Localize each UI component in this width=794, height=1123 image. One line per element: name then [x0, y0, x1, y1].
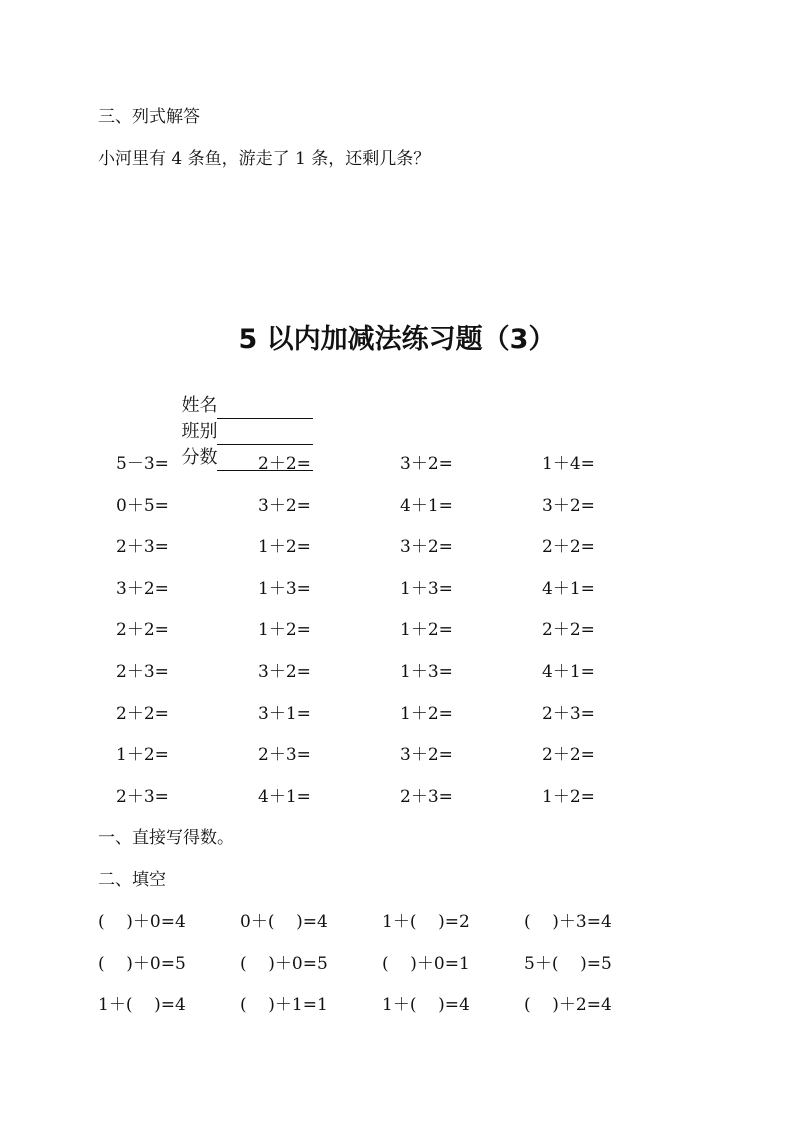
arithmetic-problem: 2＋3= [116, 786, 169, 807]
class-field [181, 419, 313, 445]
arithmetic-problem: 3＋1= [258, 703, 311, 724]
arithmetic-problem: 1＋4= [542, 454, 595, 474]
name-blank[interactable] [217, 398, 313, 419]
arithmetic-problem: 1＋3= [258, 578, 311, 599]
arithmetic-problem: 1＋2= [258, 537, 311, 558]
arithmetic-problem: 1＋2= [542, 786, 595, 807]
fill-blank-problem: ( )＋3=4 [524, 912, 612, 932]
word-problem-text: 小河里有 4 条鱼，游走了 1 条，还剩几条？ [98, 149, 431, 169]
arithmetic-problem: 3＋2= [258, 661, 311, 682]
arithmetic-problem: 2＋2= [542, 745, 595, 766]
arithmetic-problem: 3＋2= [116, 578, 169, 599]
arithmetic-problem: 2＋2= [542, 537, 595, 558]
arithmetic-problem: 1＋2= [116, 745, 169, 766]
arithmetic-problem: 1＋2= [400, 703, 453, 724]
name-label: 姓名 [181, 395, 218, 416]
arithmetic-problem: 4＋1= [542, 578, 595, 599]
section3-heading: 三、列式解答 [98, 107, 200, 127]
arithmetic-problem: 2＋2= [258, 454, 311, 474]
arithmetic-problem: 1＋3= [400, 578, 453, 599]
fill-blank-problem: 5＋( )=5 [524, 953, 612, 974]
arithmetic-problem: 2＋3= [400, 786, 453, 807]
fill-blank-problem: 1＋( )=2 [382, 912, 470, 932]
arithmetic-problem: 3＋2= [542, 495, 595, 516]
section2-heading: 二、填空 [98, 870, 166, 890]
arithmetic-problem: 4＋1= [542, 661, 595, 682]
arithmetic-problem: 3＋2= [258, 495, 311, 516]
score-label: 分数 [181, 447, 218, 468]
fill-blank-problem: ( )＋0=5 [240, 953, 328, 974]
class-label: 班别 [181, 421, 218, 442]
arithmetic-problem: 2＋2= [116, 620, 169, 641]
fill-blank-problem: ( )＋2=4 [524, 995, 612, 1016]
arithmetic-problem: 3＋2= [400, 537, 453, 558]
arithmetic-problem: 3＋2= [400, 454, 453, 474]
arithmetic-problem: 4＋1= [258, 786, 311, 807]
arithmetic-problem: 2＋3= [116, 661, 169, 682]
arithmetic-problem: 2＋3= [116, 537, 169, 558]
arithmetic-problem: 2＋2= [542, 620, 595, 641]
arithmetic-problem: 2＋3= [258, 745, 311, 766]
fill-blank-problem: ( )＋0=4 [98, 912, 186, 932]
arithmetic-problem: 3＋2= [400, 745, 453, 766]
arithmetic-problem: 5－3= [116, 454, 169, 474]
fill-blank-problem: ( )＋0=1 [382, 953, 470, 974]
section1-heading: 一、直接写得数。 [98, 828, 234, 848]
arithmetic-problem: 4＋1= [400, 495, 453, 516]
arithmetic-problem: 2＋2= [116, 703, 169, 724]
arithmetic-problem: 2＋3= [542, 703, 595, 724]
worksheet-title: 5 以内加减法练习题（3） [238, 324, 556, 355]
class-blank[interactable] [217, 424, 313, 445]
fill-blank-problem: 1＋( )=4 [382, 995, 470, 1016]
arithmetic-problem: 1＋3= [400, 661, 453, 682]
name-field [181, 393, 313, 419]
fill-blank-problem: 0＋( )=4 [240, 912, 328, 932]
arithmetic-problem: 0＋5= [116, 495, 169, 516]
arithmetic-problem: 1＋2= [258, 620, 311, 641]
fill-blank-problem: 1＋( )=4 [98, 995, 186, 1016]
arithmetic-problem: 1＋2= [400, 620, 453, 641]
fill-blank-problem: ( )＋1=1 [240, 995, 328, 1016]
fill-blank-problem: ( )＋0=5 [98, 953, 186, 974]
